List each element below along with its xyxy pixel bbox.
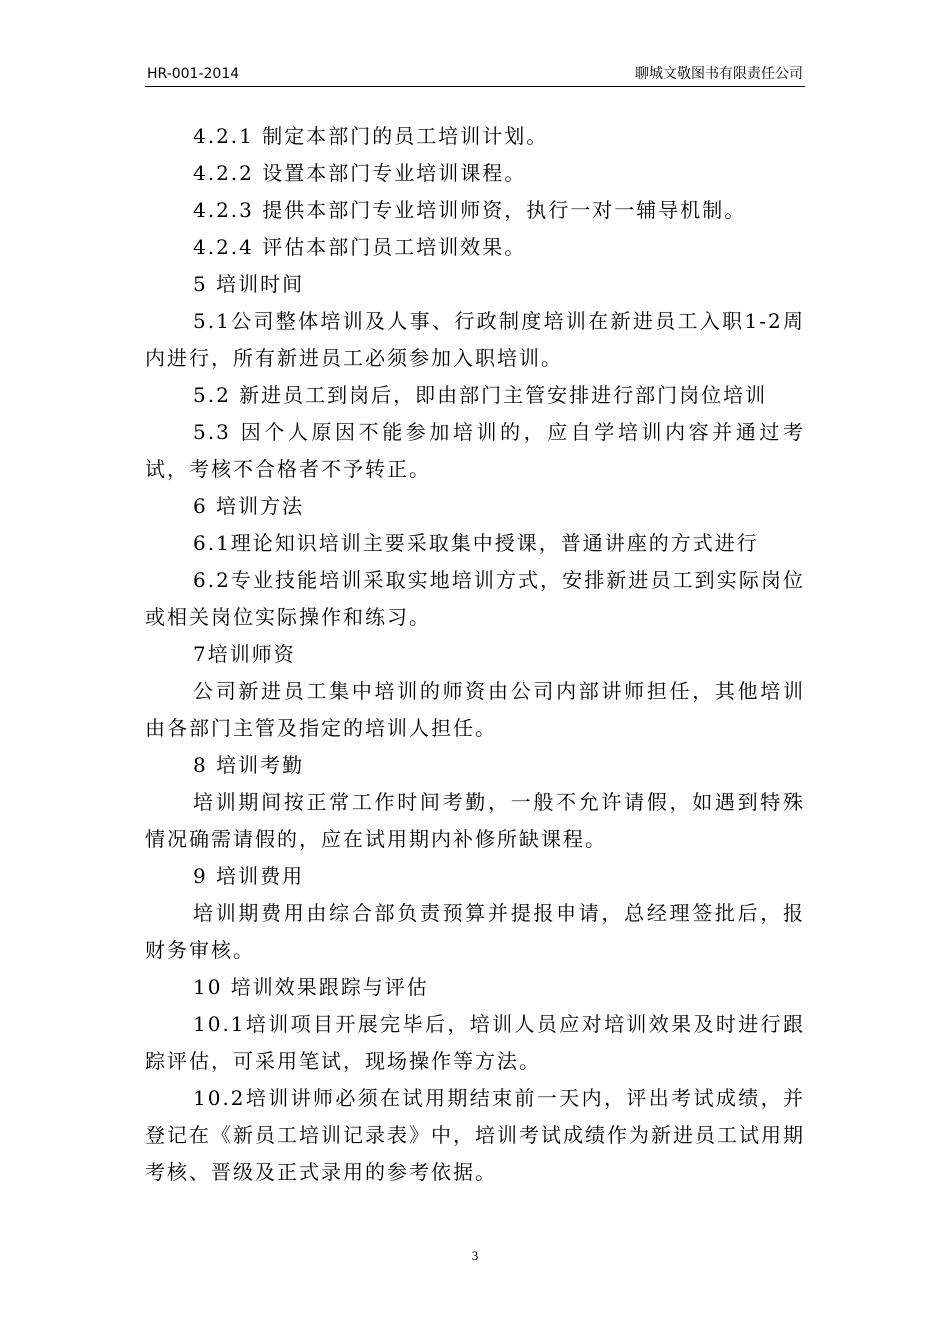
clause-5-1: 5.1公司整体培训及人事、行政制度培训在新进员工入职1-2周内进行，所有新进员工必须参加入职培训。 bbox=[145, 309, 805, 370]
page-header bbox=[145, 62, 805, 87]
section-heading-6: 6 培训方法 bbox=[193, 494, 305, 518]
clause-10-2: 10.2培训讲师必须在试用期结束前一天内，评出考试成绩，并登记在《新员工培训记录表》中，培训考试成绩作为新进员工试用期考核、晋级及正式录用的参考依据。 bbox=[145, 1086, 805, 1184]
clause-4-2-2: 4.2.2 设置本部门专业培训课程。 bbox=[193, 161, 527, 185]
section-heading-7: 7培训师资 bbox=[193, 642, 296, 666]
clause-5-3: 5.3 因个人原因不能参加培训的，应自学培训内容并通过考试，考核不合格者不予转正。 bbox=[145, 420, 805, 481]
document-code: HR-001-2014 bbox=[147, 66, 240, 82]
clause-4-2-1: 4.2.1 制定本部门的员工培训计划。 bbox=[193, 124, 549, 148]
clause-4-2-4: 4.2.4 评估本部门员工培训效果。 bbox=[193, 235, 527, 259]
section-7-text: 公司新进员工集中培训的师资由公司内部讲师担任，其他培训由各部门主管及指定的培训人担任。 bbox=[145, 679, 805, 740]
section-heading-10: 10 培训效果跟踪与评估 bbox=[193, 975, 429, 999]
clause-5-2: 5.2 新进员工到岗后，即由部门主管安排进行部门岗位培训 bbox=[193, 383, 768, 407]
page-number: 3 bbox=[471, 1248, 479, 1263]
clause-6-2: 6.2专业技能培训采取实地培训方式，安排新进员工到实际岗位或相关岗位实际操作和练习。 bbox=[145, 568, 805, 629]
section-heading-8: 8 培训考勤 bbox=[193, 753, 305, 777]
clause-10-1: 10.1培训项目开展完毕后，培训人员应对培训效果及时进行跟踪评估，可采用笔试，现场操作等方法。 bbox=[145, 1012, 805, 1073]
clause-6-1: 6.1理论知识培训主要采取集中授课，普通讲座的方式进行 bbox=[193, 531, 759, 555]
section-heading-5: 5 培训时间 bbox=[193, 272, 305, 296]
document-body bbox=[145, 118, 805, 1191]
company-name: 聊城文敬图书有限责任公司 bbox=[635, 66, 803, 82]
section-9-text: 培训期费用由综合部负责预算并提报申请，总经理签批后，报财务审核。 bbox=[145, 901, 805, 962]
clause-4-2-3: 4.2.3 提供本部门专业培训师资，执行一对一辅导机制。 bbox=[193, 198, 747, 222]
section-8-text: 培训期间按正常工作时间考勤，一般不允许请假，如遇到特殊情况确需请假的，应在试用期内补修所缺课程。 bbox=[145, 790, 805, 851]
section-heading-9: 9 培训费用 bbox=[193, 864, 305, 888]
